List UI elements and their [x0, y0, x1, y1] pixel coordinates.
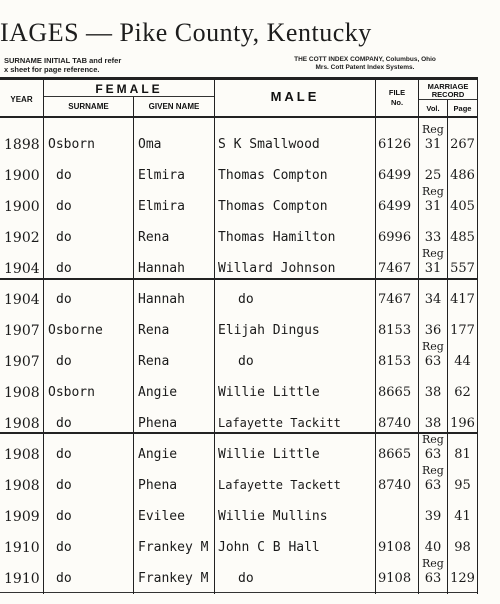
row-surname: do [56, 571, 72, 586]
row-vol: 38 [424, 385, 442, 400]
publisher-line-1: THE COTT INDEX COMPANY, Columbus, Ohio [294, 56, 436, 63]
row-vol: 36 [424, 323, 442, 338]
row-year: 1908 [4, 478, 40, 494]
row-given: Angie [138, 385, 178, 400]
header-vol: Vol. [426, 104, 440, 113]
row-vol: 31 [424, 261, 442, 276]
row-year: 1910 [4, 571, 40, 587]
row-file: 8153 [378, 323, 412, 338]
row-year: 1907 [4, 354, 40, 370]
row-file: 6499 [378, 168, 412, 183]
row-male: do [238, 571, 254, 586]
row-surname: Osborn [48, 137, 95, 152]
row-male: Thomas Compton [218, 199, 328, 214]
row-male: Willie Little [218, 385, 320, 400]
header-marriage-line-1: MARRIAGE [427, 82, 469, 91]
row-given: Elmira [138, 199, 185, 214]
header-year: YEAR [10, 95, 33, 104]
row-given: Angie [138, 447, 178, 462]
row-year: 1908 [4, 385, 40, 401]
row-surname: do [56, 292, 72, 307]
row-year: 1908 [4, 447, 40, 463]
row-surname: do [56, 354, 72, 369]
row-page: 41 [454, 509, 471, 524]
row-page: 485 [450, 230, 475, 245]
row-page: 62 [454, 385, 471, 400]
row-reg-mark: Reg [422, 340, 444, 353]
col-divider-male [375, 80, 376, 594]
row-year: 1904 [4, 292, 40, 308]
header-surname: SURNAME [68, 102, 109, 111]
row-vol: 63 [424, 571, 442, 586]
row-surname: do [56, 447, 72, 462]
row-page: 44 [454, 354, 471, 369]
row-vol: 31 [424, 199, 442, 214]
col-divider-right [477, 80, 478, 594]
row-vol: 25 [424, 168, 442, 183]
row-page: 557 [450, 261, 475, 276]
row-surname: Osborn [48, 385, 95, 400]
row-page: 196 [450, 416, 475, 431]
row-page: 95 [454, 478, 471, 493]
header-given-name: GIVEN NAME [148, 102, 200, 111]
row-given: Elmira [138, 168, 185, 183]
row-surname: do [56, 230, 72, 245]
row-year: 1898 [4, 137, 40, 153]
header-marriage-line-2: RECORD [431, 90, 465, 99]
row-surname: Osborne [48, 323, 103, 338]
row-given: Frankey M [138, 571, 209, 586]
table-top-rule [0, 77, 478, 80]
row-male: John C B Hall [218, 540, 320, 555]
row-file: 8665 [378, 447, 412, 462]
row-file: 9108 [378, 540, 412, 555]
row-vol: 40 [424, 540, 442, 555]
row-given: Phena [138, 478, 178, 493]
row-given: Hannah [138, 292, 185, 307]
row-vol: 63 [424, 354, 442, 369]
row-reg-mark: Reg [422, 557, 444, 570]
row-given: Frankey M [138, 540, 209, 555]
header-file-line-2: No. [390, 98, 404, 107]
row-male: S K Smallwood [218, 137, 320, 152]
row-given: Evilee [138, 509, 185, 524]
row-reg-mark: Reg [422, 123, 444, 136]
row-page: 417 [450, 292, 475, 307]
row-given: Rena [138, 323, 170, 338]
publisher-line-2: Mrs. Cott Patent Index Systems. [315, 64, 415, 71]
row-file: 9108 [378, 571, 412, 586]
row-male: Willie Little [218, 447, 320, 462]
row-page: 486 [450, 168, 475, 183]
row-surname: do [56, 478, 72, 493]
row-vol: 38 [424, 416, 442, 431]
row-vol: 33 [424, 230, 442, 245]
row-page: 81 [454, 447, 471, 462]
instruction-note [4, 56, 121, 74]
row-file: 7467 [378, 292, 412, 307]
row-year: 1907 [4, 323, 40, 339]
row-male: do [238, 354, 254, 369]
row-reg-mark: Reg [422, 247, 444, 260]
female-subheader-rule [44, 96, 214, 97]
row-file: 8665 [378, 385, 412, 400]
publisher-note [255, 56, 475, 72]
row-year: 1902 [4, 230, 40, 246]
row-surname: do [56, 168, 72, 183]
instruction-line-1: SURNAME INITIAL TAB and refer [4, 56, 122, 65]
row-page: 267 [450, 137, 475, 152]
group-divider-2 [0, 432, 478, 434]
table-bottom-rule [0, 592, 478, 593]
row-surname: do [56, 416, 72, 431]
row-male: Lafayette Tackitt [218, 416, 341, 430]
row-year: 1908 [4, 416, 40, 432]
marriage-subheader-rule [418, 99, 478, 100]
row-surname: do [56, 199, 72, 214]
row-given: Rena [138, 230, 170, 245]
row-year: 1909 [4, 509, 40, 525]
row-page: 98 [454, 540, 471, 555]
row-surname: do [56, 540, 72, 555]
row-file: 6126 [378, 137, 412, 152]
row-file: 6996 [378, 230, 412, 245]
row-male: Willard Johnson [218, 261, 336, 276]
instruction-line-2: x sheet for page reference. [4, 65, 100, 74]
row-page: 177 [450, 323, 475, 338]
row-file: 8740 [378, 416, 412, 431]
row-given: Rena [138, 354, 170, 369]
row-year: 1904 [4, 261, 40, 277]
row-male: Lafayette Tackett [218, 478, 341, 492]
row-reg-mark: Reg [422, 185, 444, 198]
header-male: MALE [270, 89, 320, 104]
page-title: IAGES — Pike County, Kentucky [0, 18, 372, 47]
row-male: do [238, 292, 254, 307]
row-surname: do [56, 509, 72, 524]
row-male: Willie Mullins [218, 509, 328, 524]
row-vol: 39 [424, 509, 442, 524]
row-file: 6499 [378, 199, 412, 214]
header-bottom-rule [0, 116, 478, 118]
row-given: Phena [138, 416, 178, 431]
row-page: 405 [450, 199, 475, 214]
row-vol: 63 [424, 478, 442, 493]
header-file-line-1: FILE [388, 88, 406, 97]
header-female: FEMALE [95, 82, 163, 96]
row-page: 129 [450, 571, 475, 586]
row-reg-mark: Reg [422, 433, 444, 446]
row-given: Hannah [138, 261, 185, 276]
row-male: Thomas Compton [218, 168, 328, 183]
row-vol: 31 [424, 137, 442, 152]
row-vol: 34 [424, 292, 442, 307]
col-divider-female [214, 80, 215, 594]
row-male: Elijah Dingus [218, 323, 320, 338]
row-given: Oma [138, 137, 162, 152]
row-year: 1910 [4, 540, 40, 556]
row-file: 8740 [378, 478, 412, 493]
row-file: 8153 [378, 354, 412, 369]
row-file: 7467 [378, 261, 412, 276]
group-divider-1 [0, 278, 478, 280]
row-reg-mark: Reg [422, 464, 444, 477]
row-vol: 63 [424, 447, 442, 462]
row-male: Thomas Hamilton [218, 230, 336, 245]
header-page: Page [453, 104, 472, 113]
row-year: 1900 [4, 199, 40, 215]
row-surname: do [56, 261, 72, 276]
row-year: 1900 [4, 168, 40, 184]
